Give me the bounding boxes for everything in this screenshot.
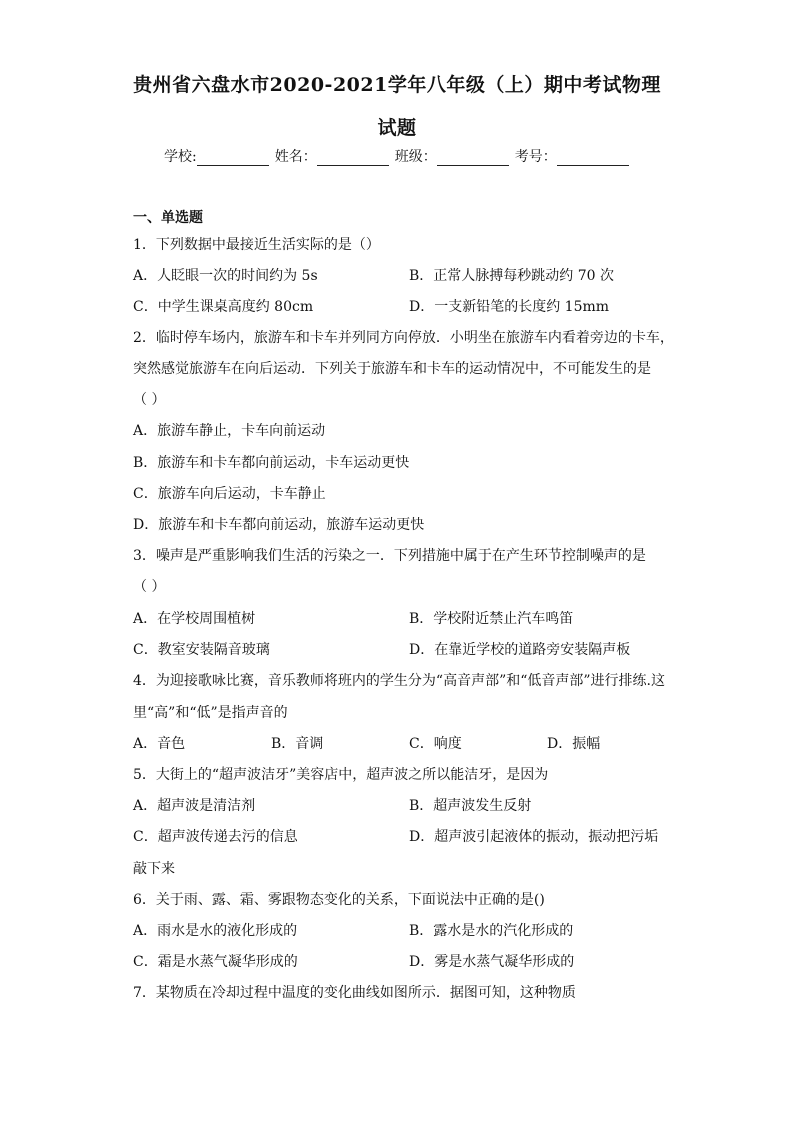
q1-option-c: C．中学生课桌高度约 80cm	[133, 299, 314, 315]
class-label: 班级：	[394, 149, 437, 165]
q2-stem-line3: （ ）	[133, 392, 166, 408]
q4-option-d: D．振幅	[547, 736, 601, 752]
exam-title-line2: 试题	[377, 117, 417, 139]
q2-option-d: D．旅游车和卡车都向前运动，旅游车运动更快	[133, 517, 425, 533]
q6-option-a: A．雨水是水的液化形成的	[133, 923, 298, 939]
number-label: 考号：	[514, 149, 557, 165]
q5-option-b: B．超声波发生反射	[409, 798, 532, 814]
q2-stem-line2: 突然感觉旅游车在向后运动．下列关于旅游车和卡车的运动情况中，不可能发生的是	[133, 361, 651, 377]
student-info-row	[164, 146, 635, 166]
q5-stem: 5．大街上的“超声波洁牙”美容店中，超声波之所以能洁牙，是因为	[133, 767, 549, 783]
q6-option-c: C．霜是水蒸气凝华形成的	[133, 954, 298, 970]
school-label: 学校:	[164, 149, 197, 165]
q4-stem-line1: 4．为迎接歌咏比赛，音乐教师将班内的学生分为“高音声部”和“低音声部”进行排练.这	[133, 673, 665, 689]
q2-option-b: B．旅游车和卡车都向前运动，卡车运动更快	[133, 455, 410, 471]
q3-option-d: D．在靠近学校的道路旁安装隔声板	[409, 642, 631, 658]
q7-stem: 7．某物质在冷却过程中温度的变化曲线如图所示．据图可知，这种物质	[133, 985, 576, 1001]
q4-option-c: C．响度	[409, 736, 462, 752]
q3-option-b: B．学校附近禁止汽车鸣笛	[409, 611, 574, 627]
q1-option-d: D．一支新铅笔的长度约 15mm	[409, 299, 610, 315]
number-field[interactable]	[557, 151, 629, 166]
exam-title-line1: 贵州省六盘水市2020-2021学年八年级（上）期中考试物理	[133, 74, 661, 96]
q5-option-d-line2: 敲下来	[133, 861, 175, 877]
section-title: 一、单选题	[133, 210, 203, 226]
q4-stem-line2: 里“高”和“低”是指声音的	[133, 705, 288, 721]
q4-option-a: A．音色	[133, 736, 186, 752]
q3-option-c: C．教室安装隔音玻璃	[133, 642, 270, 658]
q6-stem: 6．关于雨、露、霜、雾跟物态变化的关系，下面说法中正确的是()	[133, 892, 545, 908]
q2-option-a: A．旅游车静止，卡车向前运动	[133, 423, 326, 439]
q1-option-b: B．正常人脉搏每秒跳动约 70 次	[409, 268, 615, 284]
q2-option-c: C．旅游车向后运动，卡车静止	[133, 486, 326, 502]
q1-option-a: A．人眨眼一次的时间约为 5s	[133, 268, 318, 284]
q3-option-a: A．在学校周围植树	[133, 611, 256, 627]
q5-option-d-line1: D．超声波引起液体的振动，振动把污垢	[409, 829, 659, 845]
q2-stem-line1: 2．临时停车场内，旅游车和卡车并列同方向停放．小明坐在旅游车内看着旁边的卡车，	[133, 330, 674, 346]
q6-option-d: D．雾是水蒸气凝华形成的	[409, 954, 575, 970]
q5-option-a: A．超声波是清洁剂	[133, 798, 256, 814]
name-field[interactable]	[317, 151, 389, 166]
q3-stem-line1: 3．噪声是严重影响我们生活的污染之一．下列措施中属于在产生环节控制噪声的是	[133, 548, 646, 564]
q1-stem: 1．下列数据中最接近生活实际的是（）	[133, 237, 380, 253]
q6-option-b: B．露水是水的汽化形成的	[409, 923, 574, 939]
school-field[interactable]	[197, 151, 269, 166]
class-field[interactable]	[437, 151, 509, 166]
q5-option-c: C．超声波传递去污的信息	[133, 829, 298, 845]
q3-stem-line2: （ ）	[133, 579, 166, 595]
q4-option-b: B．音调	[271, 736, 324, 752]
name-label: 姓名：	[274, 149, 317, 165]
